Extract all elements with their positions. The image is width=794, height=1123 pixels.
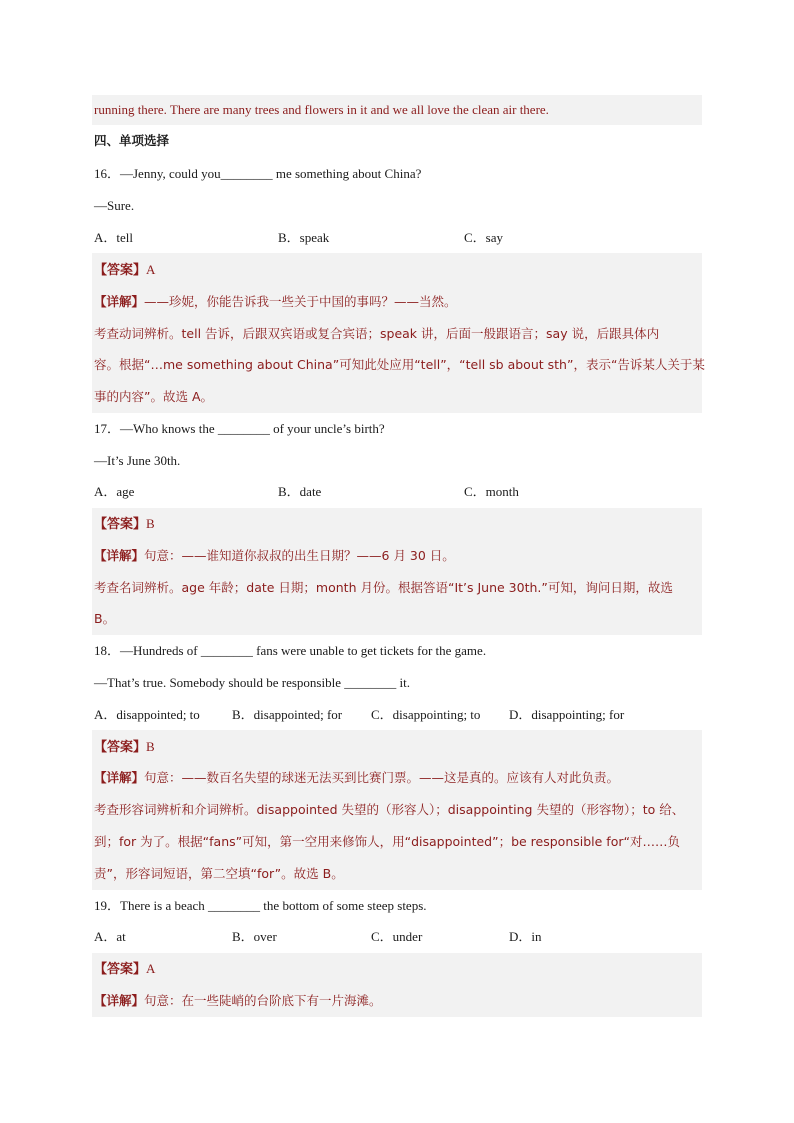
option-c: C．under: [371, 929, 423, 944]
option-c: C．month: [464, 484, 519, 499]
option-d: D．disappointing; for: [509, 707, 625, 722]
option-a: A．age: [94, 484, 135, 499]
option-c: C．disappointing; to: [371, 707, 481, 722]
question-18-options: [94, 704, 701, 726]
section-title: 四、单项选择: [94, 133, 170, 148]
question-16-reply: —Sure.: [94, 198, 135, 213]
option-a: A．at: [94, 929, 126, 944]
detail-17-line-1: 【详解】句意：——谁知道你叔叔的出生日期？——6 月 30 日。: [94, 548, 455, 563]
detail-18-line-2: 考查形容词辨析和介词辨析。disappointed 失望的（形容人）；disappointing 失望的（形容物）；to 给、: [94, 802, 685, 817]
option-b: B．date: [278, 484, 322, 499]
question-19: 19．There is a beach ________ the bottom of some steep steps.: [94, 898, 427, 913]
detail-19-line-1: 【详解】句意：在一些陡峭的台阶底下有一片海滩。: [94, 993, 382, 1008]
detail-17-line-3: B。: [94, 611, 116, 626]
question-19-options: [94, 926, 701, 948]
option-b: B．speak: [278, 230, 330, 245]
detail-18-line-3: 到；for 为了。根据“fans”可知，第一空用来修饰人，用“disappointed”；be responsible for“对……负: [94, 834, 680, 849]
question-16: 16．—Jenny, could you________ me something about China?: [94, 166, 422, 181]
question-16-options: [94, 227, 701, 249]
detail-16-line-1: 【详解】——珍妮，你能告诉我一些关于中国的事吗？——当然。: [94, 294, 457, 309]
detail-17-line-2: 考查名词辨析。age 年龄；date 日期；month 月份。根据答语“It’s June 30th.”可知，询问日期，故选: [94, 580, 673, 595]
option-a: A．disappointed; to: [94, 707, 200, 722]
detail-16-line-2: 考查动词辨析。tell 告诉，后跟双宾语或复合宾语；speak 讲，后面一般跟语言；say 说，后跟具体内: [94, 326, 660, 341]
option-b: B．disappointed; for: [232, 707, 343, 722]
answer-19: 【答案】A: [94, 961, 156, 977]
question-17: 17．—Who knows the ________ of your uncle’s birth?: [94, 421, 385, 436]
answer-17: 【答案】B: [94, 516, 155, 532]
question-18-reply: —That’s true. Somebody should be responsible ________ it.: [94, 675, 410, 690]
option-a: A．tell: [94, 230, 133, 245]
question-17-reply: —It’s June 30th.: [94, 453, 181, 468]
question-18: 18．—Hundreds of ________ fans were unable to get tickets for the game.: [94, 643, 487, 658]
detail-18-line-1: 【详解】句意：——数百名失望的球迷无法买到比赛门票。——这是真的。应该有人对此负责。: [94, 770, 620, 785]
question-17-options: [94, 481, 701, 503]
option-c: C．say: [464, 230, 504, 245]
continuation-text: running there. There are many trees and flowers in it and we all love the clean air there.: [94, 102, 549, 117]
option-b: B．over: [232, 929, 277, 944]
answer-16: 【答案】A: [94, 262, 156, 278]
option-d: D．in: [509, 929, 542, 944]
answer-18: 【答案】B: [94, 739, 155, 755]
detail-16-line-4: 事的内容”。故选 A。: [94, 389, 214, 404]
detail-16-line-3: 容。根据“…me something about China”可知此处应用“tell”，“tell sb about sth”，表示“告诉某人关于某: [94, 357, 705, 372]
detail-18-line-4: 责”，形容词短语，第二空填“for”。故选 B。: [94, 866, 344, 881]
